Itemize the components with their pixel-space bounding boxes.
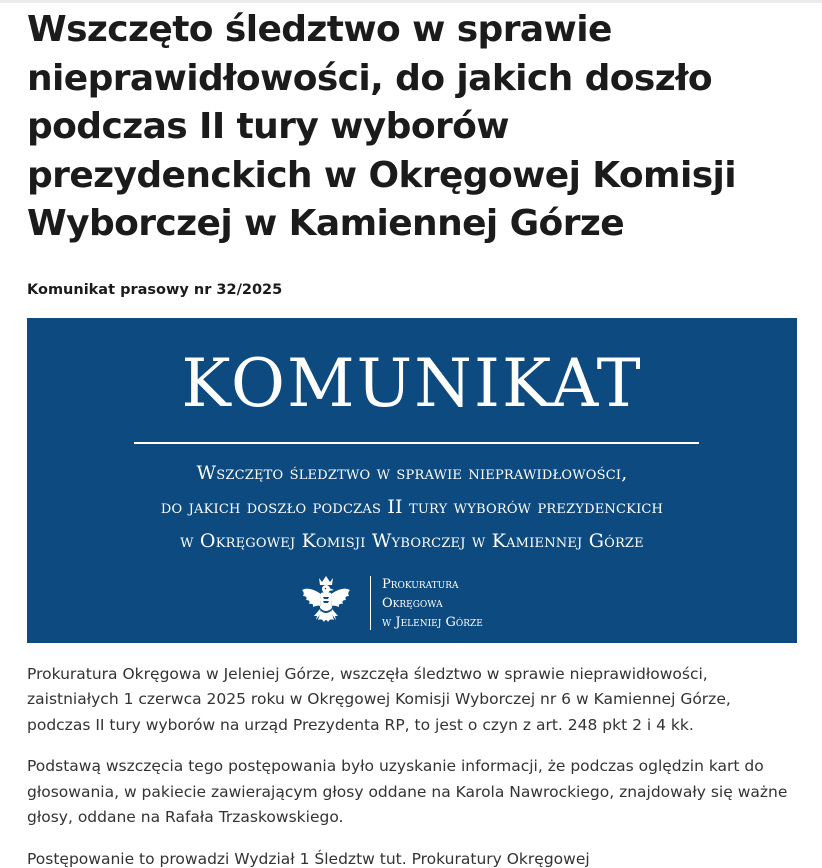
press-release-number: Komunikat prasowy nr 32/2025 <box>27 281 283 298</box>
white-eagle-emblem-icon <box>299 574 353 632</box>
banner-divider-line <box>134 442 699 444</box>
article <box>27 0 807 868</box>
banner-organization-name <box>382 575 483 632</box>
banner-heading: KOMUNIKAT <box>181 344 643 422</box>
article-paragraph: Podstawą wszczęcia tego postępowania było uzyskanie informacji, że podczas oględzin kart do głosowania, w pakiecie zawierającym głosy oddane na Karola Nawrockiego, znajdowały się ważne głosy, oddane na Rafała Trzaskowskiego. <box>27 757 788 826</box>
article-body <box>27 662 797 868</box>
article-title: Wszczęto śledztwo w sprawie nieprawidłowości, do jakich doszło podczas II tury wyborów prezydenckich w Okręgowej Komisji Wyborczej w Kamiennej Górze <box>27 9 737 244</box>
banner-org-divider <box>370 576 371 630</box>
announcement-banner-image <box>27 318 797 643</box>
banner-subheading-line: w Okręgowej Komisji Wyborczej w Kamiennej Górze <box>180 529 644 552</box>
banner-org-line: w Jeleniej Górze <box>382 614 483 630</box>
banner-subheading-line: do jakich doszło podczas II tury wyborów prezydenckich <box>160 495 664 518</box>
article-paragraph: Prokuratura Okręgowa w Jeleniej Górze, wszczęła śledztwo w sprawie nieprawidłowości, zaistniałych 1 czerwca 2025 roku w Okręgowej Komisji Wyborczej nr 6 w Kamiennej Górze, podczas II tury wyborów na urząd Prezydenta RP, to jest o czyn z art. 248 pkt 2 i 4 kk. <box>27 664 731 734</box>
banner-org-line: Prokuratura <box>382 576 459 592</box>
banner-subheading <box>27 456 797 558</box>
banner-subheading-line: Wszczęto śledztwo w sprawie nieprawidłowości, <box>196 461 628 484</box>
article-paragraph: Postępowanie to prowadzi Wydział 1 Śledztw tut. Prokuratury Okręgowej <box>27 849 590 868</box>
banner-org-line: Okręgowa <box>382 595 443 611</box>
